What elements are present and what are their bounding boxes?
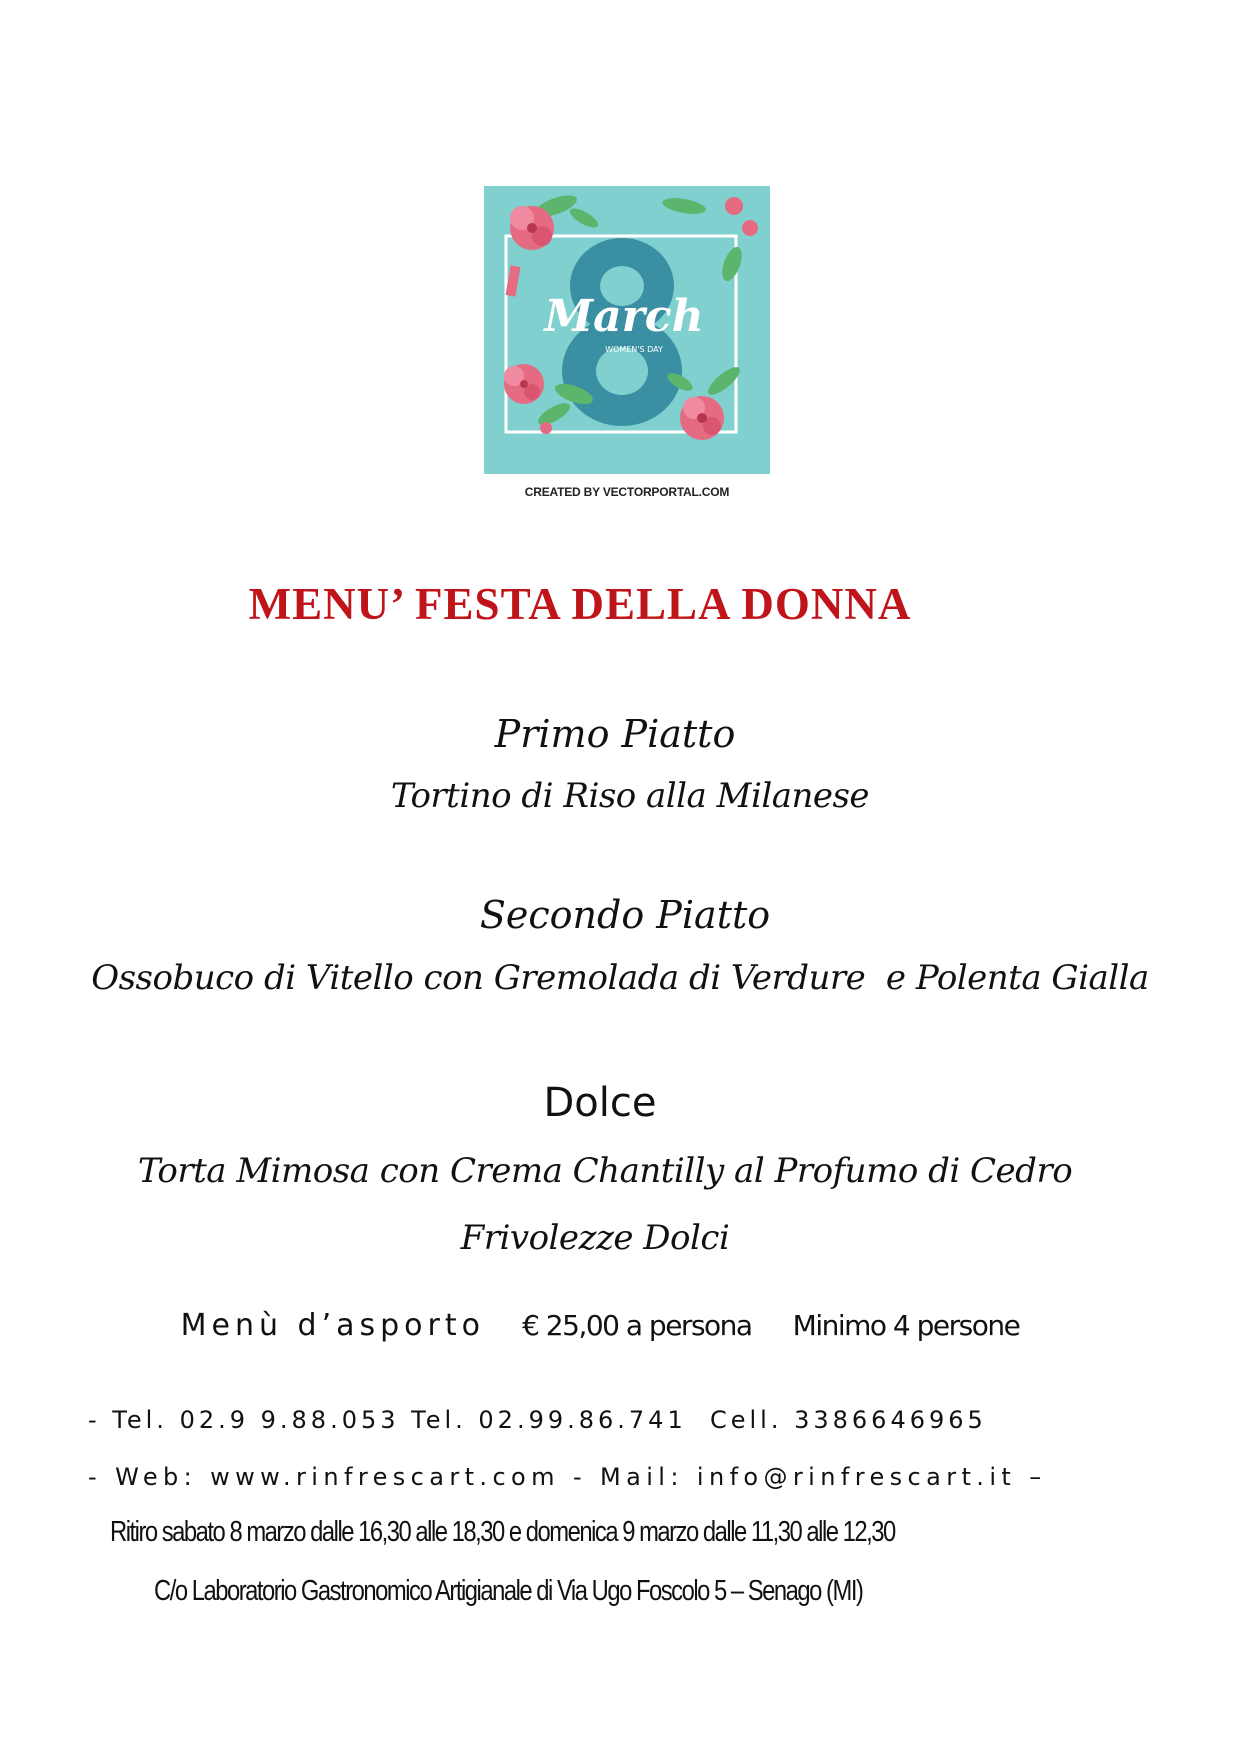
menu-title: MENU’ FESTA DELLA DONNA bbox=[248, 579, 912, 629]
asporto-price: € 25,00 a persona bbox=[522, 1309, 752, 1342]
secondo-piatto-heading: Secondo Piatto bbox=[479, 893, 771, 937]
image-credit: CREATED BY VECTORPORTAL.COM bbox=[524, 485, 730, 499]
web-mail-line: - Web: www.rinfrescart.com - Mail: info@rinfrescart.it – bbox=[88, 1463, 1047, 1491]
primo-piatto-dish: Tortino di Riso alla Milanese bbox=[390, 776, 870, 816]
secondo-piatto-dish: Ossobuco di Vitello con Gremolada di Verdure e Polenta Gialla bbox=[91, 958, 1149, 998]
primo-piatto-heading: Primo Piatto bbox=[494, 712, 736, 756]
asporto-minimum: Minimo 4 persone bbox=[792, 1309, 1020, 1342]
womens-day-illustration bbox=[484, 186, 770, 474]
telephone-line: - Tel. 02.9 9.88.053 Tel. 02.99.86.741 Cell. 3386646965 bbox=[88, 1406, 987, 1434]
pickup-info: Ritiro sabato 8 marzo dalle 16,30 alle 18,30 e domenica 9 marzo dalle 11,30 alle 12,30 bbox=[110, 1516, 895, 1548]
dolce-heading: Dolce bbox=[543, 1080, 657, 1126]
laboratory-address: C/o Laboratorio Gastronomico Artigianale di Via Ugo Foscolo 5 – Senago (MI) bbox=[154, 1575, 863, 1607]
womens-day-poster bbox=[484, 186, 770, 474]
poster-subtitle: WOMEN'S DAY bbox=[605, 345, 663, 354]
poster-month: March bbox=[544, 291, 704, 342]
dolce-dish-torta: Torta Mimosa con Crema Chantilly al Profumo di Cedro bbox=[137, 1151, 1073, 1191]
asporto-line bbox=[100, 1308, 1100, 1343]
asporto-label: Menù d’asporto bbox=[180, 1308, 485, 1343]
dolce-dish-frivolezze: Frivolezze Dolci bbox=[460, 1218, 730, 1258]
